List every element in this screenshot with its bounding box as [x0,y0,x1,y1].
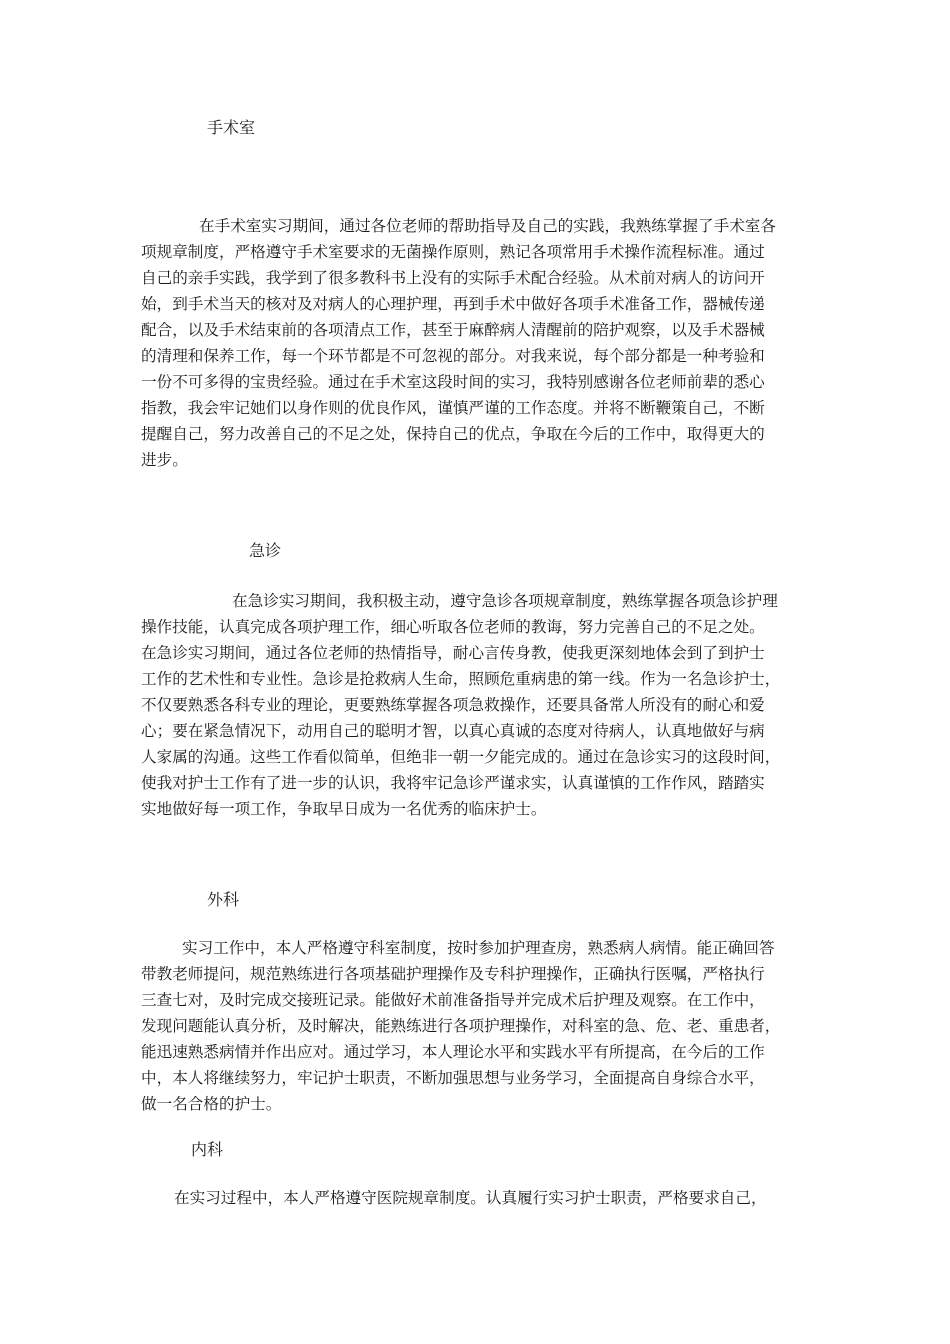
paragraph-line: 在急诊实习期间，我积极主动，遵守急诊各项规章制度，熟练掌握各项急诊护理 [232,592,778,610]
paragraph-line: 提醒自己，努力改善自己的不足之处，保持自己的优点，争取在今后的工作中，取得更大的 [141,425,765,443]
paragraph-line: 在实习过程中，本人严格遵守医院规章制度。认真履行实习护士职责，严格要求自己， [174,1189,767,1207]
paragraph-line: 自己的亲手实践，我学到了很多教科书上没有的实际手术配合经验。从术前对病人的访问开 [141,269,765,287]
section-heading-surgery: 外科 [207,890,240,909]
paragraph-line: 配合，以及手术结束前的各项清点工作，甚至于麻醉病人清醒前的陪护观察，以及手术器械 [141,321,765,339]
paragraph-line: 项规章制度，严格遵守手术室要求的无菌操作原则，熟记各项常用手术操作流程标准。通过 [141,243,765,261]
paragraph-line: 使我对护士工作有了进一步的认识，我将牢记急诊严谨求实，认真谨慎的工作作风，踏踏实 [141,774,765,792]
section-heading-operating-room: 手术室 [207,118,256,137]
paragraph-line: 操作技能，认真完成各项护理工作，细心听取各位老师的教诲，努力完善自己的不足之处。 [141,618,765,636]
paragraph-line: 在急诊实习期间，通过各位老师的热情指导，耐心言传身教，使我更深刻地体会到了到护士 [141,644,765,662]
paragraph-line: 做一名合格的护士。 [141,1095,282,1113]
paragraph-line: 在手术室实习期间，通过各位老师的帮助指导及自己的实践，我熟练掌握了手术室各 [199,217,776,235]
section-heading-emergency: 急诊 [249,541,282,560]
paragraph-line: 带教老师提问，规范熟练进行各项基础护理操作及专科护理操作，正确执行医嘱，严格执行 [141,965,765,983]
paragraph-line: 中，本人将继续努力，牢记护士职责，不断加强思想与业务学习，全面提高自身综合水平， [141,1069,765,1087]
section-body-operating-room [141,213,813,473]
paragraph-line: 实习工作中，本人严格遵守科室制度，按时参加护理查房，熟悉病人病情。能正确回答 [182,939,775,957]
paragraph-line: 实地做好每一项工作，争取早日成为一名优秀的临床护士。 [141,800,547,818]
paragraph-line: 发现问题能认真分析，及时解决，能熟练进行各项护理操作，对科室的急、危、老、重患者， [141,1017,781,1035]
paragraph-line: 三查七对，及时完成交接班记录。能做好术前准备指导并完成术后护理及观察。在工作中， [141,991,765,1009]
section-body-surgery [141,935,813,1117]
paragraph-line: 指教，我会牢记她们以身作则的优良作风，谨慎严谨的工作态度。并将不断鞭策自己，不断 [141,399,765,417]
paragraph-line: 人家属的沟通。这些工作看似简单，但绝非一朝一夕能完成的。通过在急诊实习的这段时间， [141,748,781,766]
paragraph-line: 一份不可多得的宝贵经验。通过在手术室这段时间的实习，我特别感谢各位老师前辈的悉心 [141,373,765,391]
paragraph-line: 工作的艺术性和专业性。急诊是抢救病人生命，照顾危重病患的第一线。作为一名急诊护士， [141,670,781,688]
paragraph-line: 不仅要熟悉各科专业的理论，更要熟练掌握各项急救操作，还要具备常人所没有的耐心和爱 [141,696,765,714]
paragraph-line: 心；要在紧急情况下，动用自己的聪明才智，以真心真诚的态度对待病人，认真地做好与病 [141,722,765,740]
section-heading-internal-medicine: 内科 [191,1140,224,1159]
paragraph-line: 始，到手术当天的核对及对病人的心理护理，再到手术中做好各项手术准备工作，器械传递 [141,295,765,313]
paragraph-line: 能迅速熟悉病情并作出应对。通过学习，本人理论水平和实践水平有所提高，在今后的工作 [141,1043,765,1061]
paragraph-line: 的清理和保养工作，每一个环节都是不可忽视的部分。对我来说，每个部分都是一种考验和 [141,347,765,365]
section-body-internal-medicine [141,1185,813,1211]
paragraph-line: 进步。 [141,451,188,469]
section-body-emergency [141,588,813,822]
